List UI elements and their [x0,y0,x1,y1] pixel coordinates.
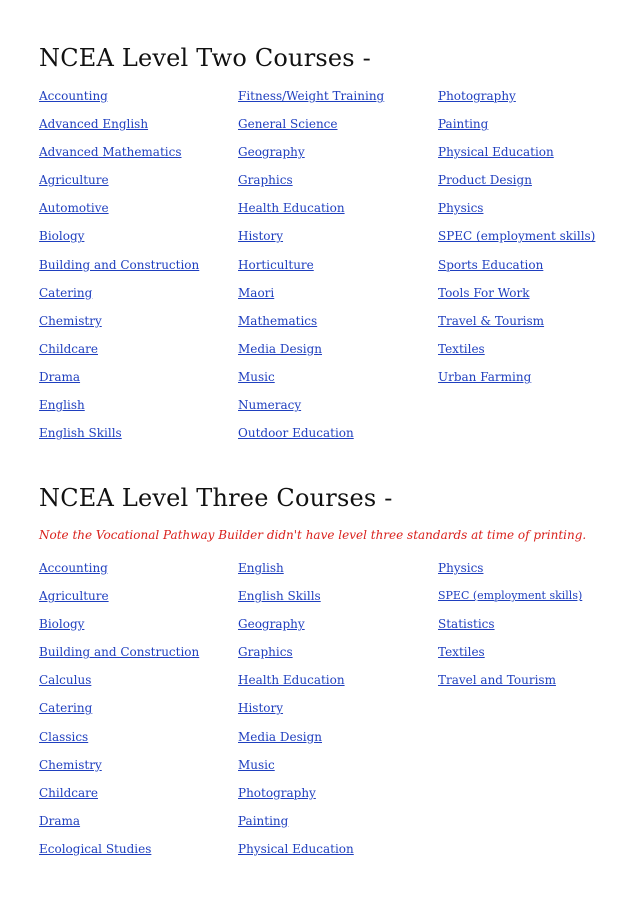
course-link[interactable]: Classics [39,729,89,744]
course-link[interactable]: English Skills [238,589,321,604]
course-link[interactable]: Photography [438,89,516,103]
course-link[interactable]: Product Design [438,173,532,188]
level-three-column-3 [438,560,582,700]
course-link[interactable]: Mathematics [238,313,318,328]
course-link[interactable]: Physics [438,561,484,575]
course-link[interactable]: Media Design [238,729,323,744]
course-link[interactable]: Health Education [238,673,345,688]
course-link[interactable]: Chemistry [39,313,102,328]
course-link[interactable]: Urban Farming [438,369,532,384]
level-two-column-3 [438,88,595,397]
course-link[interactable]: Physical Education [238,841,354,856]
course-link[interactable]: Geography [238,145,305,160]
course-link[interactable]: Agriculture [39,173,109,188]
course-link[interactable]: Calculus [39,673,92,688]
course-link[interactable]: Painting [438,117,489,132]
course-link[interactable]: Accounting [39,561,108,575]
course-link[interactable]: Accounting [39,89,108,103]
course-link[interactable]: English [238,561,284,575]
course-link[interactable]: Numeracy [238,398,302,413]
course-link[interactable]: Painting [238,813,289,828]
course-link[interactable]: General Science [238,117,338,132]
course-link[interactable]: Music [238,369,275,384]
course-link[interactable]: Tools For Work [438,285,530,300]
course-link[interactable]: Music [238,757,275,772]
course-link[interactable]: Building and Construction [39,257,200,272]
course-link[interactable]: Statistics [438,617,495,632]
course-link[interactable]: Travel and Tourism [438,673,556,688]
level-three-column-1 [39,560,199,869]
course-link[interactable]: Biology [39,229,85,244]
course-link[interactable]: Catering [39,285,93,300]
course-link[interactable]: Building and Construction [39,645,200,660]
course-link[interactable]: Textiles [438,341,485,356]
course-link[interactable]: Childcare [39,785,98,800]
level-three-column-2 [238,560,354,869]
course-link[interactable]: Health Education [238,201,345,216]
course-link[interactable]: Catering [39,701,93,716]
course-link[interactable]: Drama [39,369,81,384]
level-three-heading: NCEA Level Three Courses - [39,484,393,512]
course-link[interactable]: Advanced English [39,117,149,132]
course-link[interactable]: Automotive [39,201,109,216]
course-link[interactable]: English [39,398,85,413]
course-link[interactable]: Agriculture [39,589,109,604]
course-link[interactable]: Drama [39,813,81,828]
level-two-column-1 [39,88,199,453]
course-link[interactable]: Graphics [238,645,293,660]
course-link[interactable]: Media Design [238,341,323,356]
course-link[interactable]: History [238,229,284,244]
course-link[interactable]: Biology [39,617,85,632]
course-link[interactable]: Childcare [39,341,98,356]
level-two-column-2 [238,88,384,453]
level-two-heading: NCEA Level Two Courses - [39,44,371,72]
course-link[interactable]: Travel & Tourism [438,313,545,328]
course-link[interactable]: Horticulture [238,257,314,272]
course-link[interactable]: Graphics [238,173,293,188]
course-link[interactable]: Ecological Studies [39,841,152,856]
course-link[interactable]: Textiles [438,645,485,660]
course-link[interactable]: Geography [238,617,305,632]
course-link[interactable]: SPEC (employment skills) [438,589,583,603]
course-link[interactable]: Sports Education [438,257,544,272]
course-link[interactable]: English Skills [39,426,122,441]
course-link[interactable]: Fitness/Weight Training [238,89,385,103]
course-link[interactable]: History [238,701,284,716]
course-link[interactable]: Advanced Mathematics [39,145,182,160]
course-link[interactable]: Physics [438,201,484,216]
level-three-note: Note the Vocational Pathway Builder didn't have level three standards at time of printing. [39,528,587,542]
course-link[interactable]: Outdoor Education [238,426,354,441]
course-link[interactable]: Photography [238,785,316,800]
course-link[interactable]: Chemistry [39,757,102,772]
course-link[interactable]: Physical Education [438,145,554,160]
course-link[interactable]: SPEC (employment skills) [438,229,596,244]
course-link[interactable]: Maori [238,285,275,300]
